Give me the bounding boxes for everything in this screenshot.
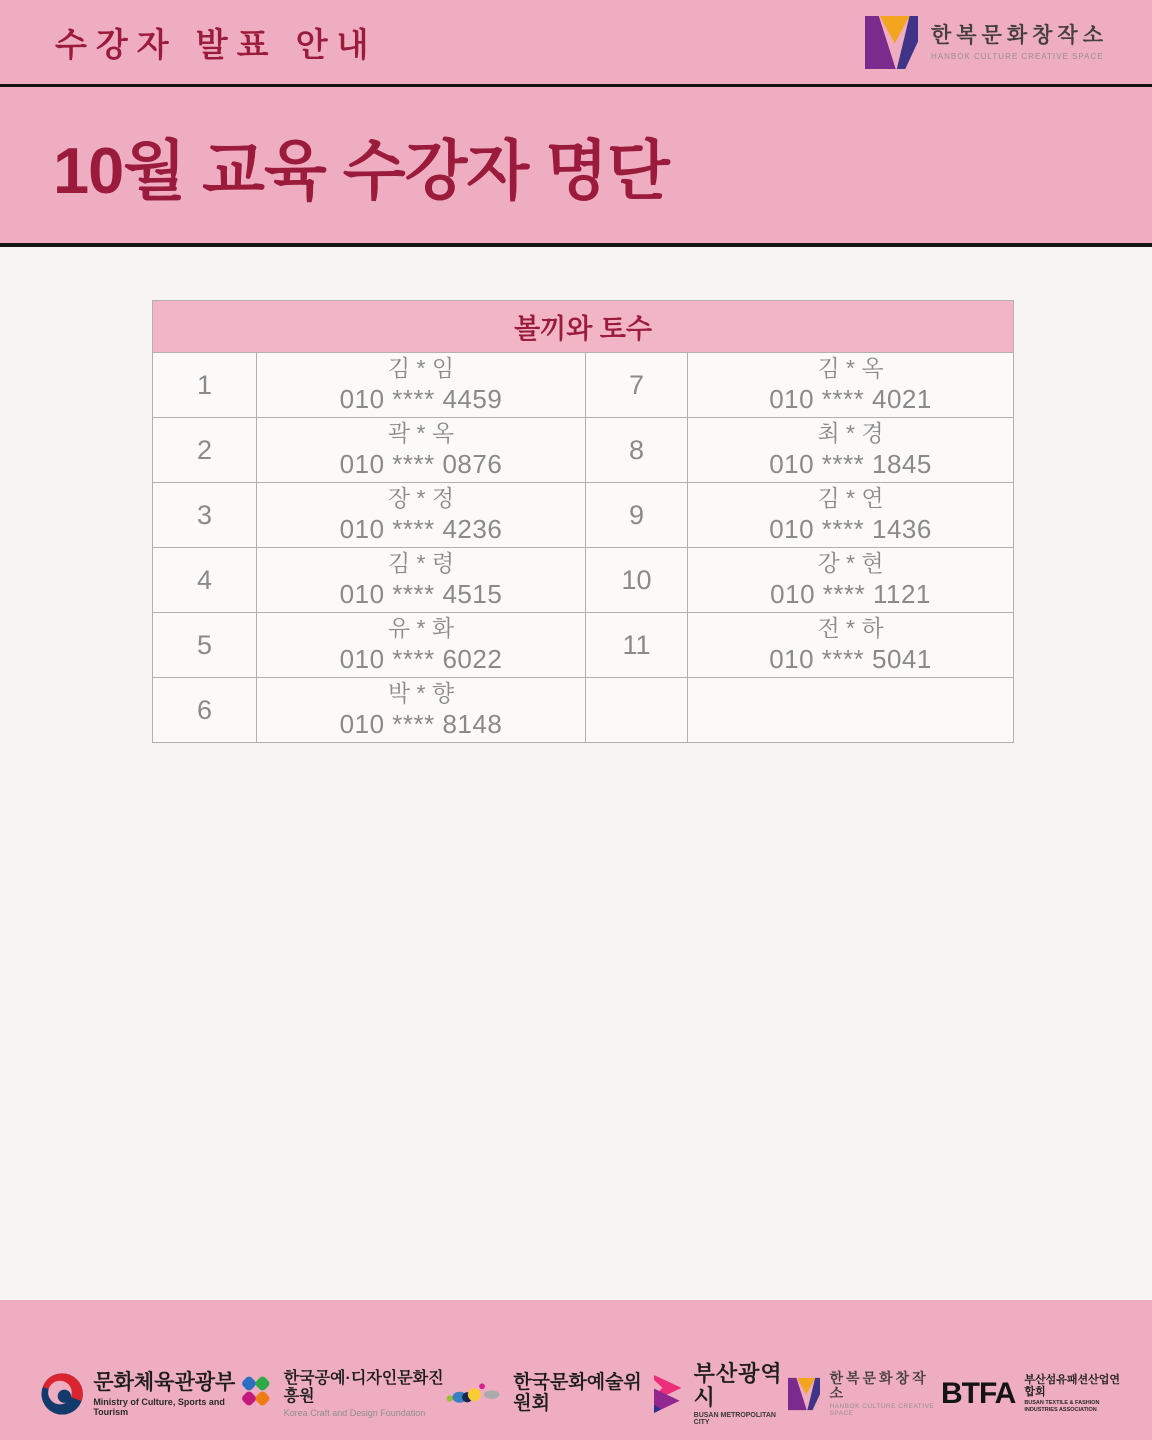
table-row	[153, 353, 1014, 418]
logo-text	[513, 1373, 654, 1415]
logo-en: Korea Craft and Design Foundation	[283, 1407, 426, 1418]
row-number: 8	[586, 418, 688, 483]
logo-hanbok-space	[788, 1371, 941, 1418]
student-cell	[688, 613, 1014, 678]
logo-ministry-culture	[40, 1368, 237, 1420]
logo-text	[1024, 1374, 1124, 1414]
logo-en: BUSAN METROPOLITAN CITY	[693, 1412, 776, 1427]
row-number: 6	[153, 678, 257, 743]
student-name: 김 * 임	[387, 355, 455, 382]
hanbok-v-mark-icon	[788, 1375, 820, 1413]
logo-en: Ministry of Culture, Sports and Tourism	[93, 1396, 225, 1417]
student-phone: 010 **** 4459	[339, 384, 503, 415]
logo-kr: 한국문화예술위원회	[513, 1372, 642, 1414]
student-name: 김 * 령	[387, 550, 455, 577]
table-row	[153, 613, 1014, 678]
row-number: 7	[586, 353, 688, 418]
student-cell	[257, 678, 586, 743]
busan-b-icon	[654, 1371, 685, 1417]
brand-name-kr: 한복문화창작소	[930, 24, 1108, 48]
logo-busan-city	[654, 1362, 788, 1426]
brand-name-en: HANBOK CULTURE CREATIVE SPACE	[930, 51, 1104, 61]
student-name: 전 * 하	[817, 615, 884, 642]
row-number: 1	[153, 353, 257, 418]
sponsor-footer	[0, 1300, 1152, 1440]
hanbok-v-mark-icon	[865, 16, 918, 69]
row-number: 2	[153, 418, 257, 483]
arko-dots-icon	[446, 1379, 504, 1409]
row-number: 11	[586, 613, 688, 678]
row-number: 3	[153, 483, 257, 548]
table-row	[153, 483, 1014, 548]
student-phone: 010 **** 1121	[770, 579, 931, 610]
student-cell	[688, 353, 1014, 418]
student-cell	[257, 418, 586, 483]
student-name: 곽 * 옥	[387, 420, 455, 447]
student-phone: 010 **** 1845	[769, 449, 932, 480]
student-name: 최 * 경	[817, 420, 884, 447]
logo-kr: 한복문화창작소	[829, 1369, 929, 1401]
row-number: 10	[586, 548, 688, 613]
student-phone: 010 **** 1436	[769, 514, 932, 545]
page-title: 10월 교육 수강자 명단	[53, 134, 669, 207]
divider-line-title	[0, 243, 1152, 247]
student-cell	[688, 678, 1014, 743]
course-title-header: 볼끼와 토수	[153, 301, 1014, 353]
student-cell	[688, 548, 1014, 613]
student-cell	[257, 353, 586, 418]
logo-en: BUSAN TEXTILE & FASHION INDUSTRIES ASSOCIATION	[1024, 1399, 1100, 1414]
logo-text	[694, 1362, 788, 1426]
page-kicker: 수강자 발표 안내	[55, 25, 378, 63]
student-name: 박 * 향	[387, 680, 455, 707]
table-row	[153, 418, 1014, 483]
student-phone: 010 **** 4021	[769, 384, 932, 415]
student-phone: 010 **** 5041	[769, 644, 932, 675]
student-name: 김 * 옥	[817, 355, 884, 382]
mcst-emblem-icon	[40, 1368, 84, 1420]
student-phone: 010 **** 6022	[339, 644, 503, 675]
row-number	[586, 678, 688, 743]
logo-kr: 부산광역시	[693, 1360, 783, 1410]
student-name: 김 * 연	[817, 485, 884, 512]
logo-kcdf	[237, 1370, 446, 1417]
hanbok-brand-logo	[865, 16, 1108, 69]
student-phone: 010 **** 0876	[339, 449, 503, 480]
student-name: 장 * 정	[387, 485, 455, 512]
kcdf-petals-icon	[237, 1372, 275, 1416]
student-name: 강 * 현	[817, 550, 884, 577]
logo-kr: 한국공예·디자인문화진흥원	[283, 1370, 444, 1405]
btfa-abbr: BTFA	[940, 1377, 1016, 1410]
logo-en: HANBOK CULTURE CREATIVE SPACE	[829, 1403, 935, 1418]
table-row	[153, 548, 1014, 613]
logo-text	[829, 1371, 941, 1418]
logo-text	[284, 1370, 447, 1417]
student-cell	[257, 548, 586, 613]
brand-text	[931, 24, 1108, 60]
row-number: 9	[586, 483, 688, 548]
student-name: 유 * 화	[387, 615, 455, 642]
table-header-row	[153, 301, 1014, 353]
student-cell	[257, 613, 586, 678]
logo-text	[93, 1371, 237, 1416]
logo-btfa	[941, 1374, 1124, 1414]
row-number: 4	[153, 548, 257, 613]
student-roster-table	[152, 300, 1014, 743]
logo-arts-council	[446, 1373, 654, 1415]
student-cell	[257, 483, 586, 548]
logo-kr: 문화체육관광부	[93, 1371, 236, 1395]
student-cell	[688, 483, 1014, 548]
student-cell	[688, 418, 1014, 483]
row-number: 5	[153, 613, 257, 678]
logo-kr: 부산섬유패션산업연합회	[1024, 1373, 1120, 1398]
student-phone: 010 **** 4236	[339, 514, 503, 545]
student-phone: 010 **** 4515	[339, 579, 503, 610]
student-phone: 010 **** 8148	[339, 709, 503, 740]
table-row	[153, 678, 1014, 743]
